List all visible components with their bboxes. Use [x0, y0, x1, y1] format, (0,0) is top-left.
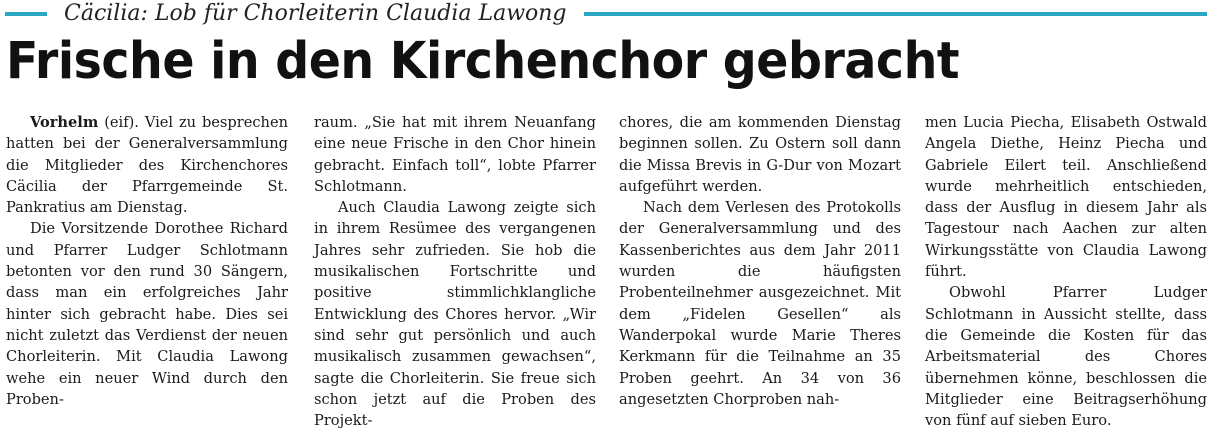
article-column-2 — [314, 112, 596, 431]
dateline: Vorhelm — [30, 114, 99, 131]
kicker-row — [0, 0, 1212, 30]
paragraph: Auch Claudia Lawong zeigte sich in ihrem Resümee des vergangenen Jahres sehr zufrieden. Sie hob die musikalischen Fortschritte und positive stimmlichklangliche Entwicklung des Chores hervor. „Wir sind sehr gut persönlich und auch musikalisch zusammen gewachsen“, sagte die Chorleiterin. Sie freue sich schon jetzt auf die Proben des Projekt- — [314, 199, 596, 430]
paragraph-text: (eif). Viel zu besprechen hatten bei der Generalversammlung die Mitglieder des Kirchenchores Cäcilia der Pfarrgemeinde St. Pankratius am Dienstag. — [6, 114, 288, 217]
kicker-rule-right — [584, 12, 1207, 16]
article-column-4 — [925, 112, 1207, 431]
paragraph: raum. „Sie hat mit ihrem Neuanfang eine neue Frische in den Chor hinein gebracht. Einfach toll“, lobte Pfarrer Schlotmann. — [314, 114, 596, 195]
paragraph — [6, 112, 288, 218]
article-column-3 — [619, 112, 901, 410]
paragraph: Die Vorsitzende Dorothee Richard und Pfarrer Ludger Schlotmann betonten vor den rund 30 Sängern, dass man ein erfolgreiches Jahr hinter sich gebracht habe. Dies sei nicht zuletzt das Verdienst der neuen Chorleiterin. Mit Claudia Lawong wehe ein neuer Wind durch den Proben- — [6, 220, 288, 408]
headline: Frische in den Kirchenchor gebracht — [6, 32, 960, 91]
paragraph: chores, die am kommenden Dienstag beginnen sollen. Zu Ostern soll dann die Missa Brevis in G-Dur von Mozart aufgeführt werden. — [619, 114, 901, 195]
article-column-1 — [6, 112, 288, 410]
kicker: Cäcilia: Lob für Chorleiterin Claudia Lawong — [64, 1, 567, 26]
kicker-rule-left — [5, 12, 47, 16]
paragraph: Obwohl Pfarrer Ludger Schlotmann in Aussicht stellte, dass die Gemeinde die Kosten für das Arbeitsmaterial des Chores übernehmen könne, beschlossen die Mitglieder eine Beitragserhöhung von fünf auf sieben Euro. — [925, 284, 1207, 430]
paragraph: Nach dem Verlesen des Protokolls der Generalversammlung und des Kassenberichtes aus dem Jahr 2011 wurden die häufigsten Probenteilnehmer ausgezeichnet. Mit dem „Fidelen Gesellen“ als Wanderpokal wurde Marie Theres Kerkmann für die Teilnahme an 35 Proben geehrt. An 34 von 36 angesetzten Chorproben nah- — [619, 199, 901, 408]
paragraph: men Lucia Piecha, Elisabeth Ostwald Angela Diethe, Heinz Piecha und Gabriele Eilert teil. Anschließend wurde mehrheitlich entschieden, dass der Ausflug in diesem Jahr als Tagestour nach Aachen zur alten Wirkungsstätte von Claudia Lawong führt. — [925, 114, 1207, 281]
